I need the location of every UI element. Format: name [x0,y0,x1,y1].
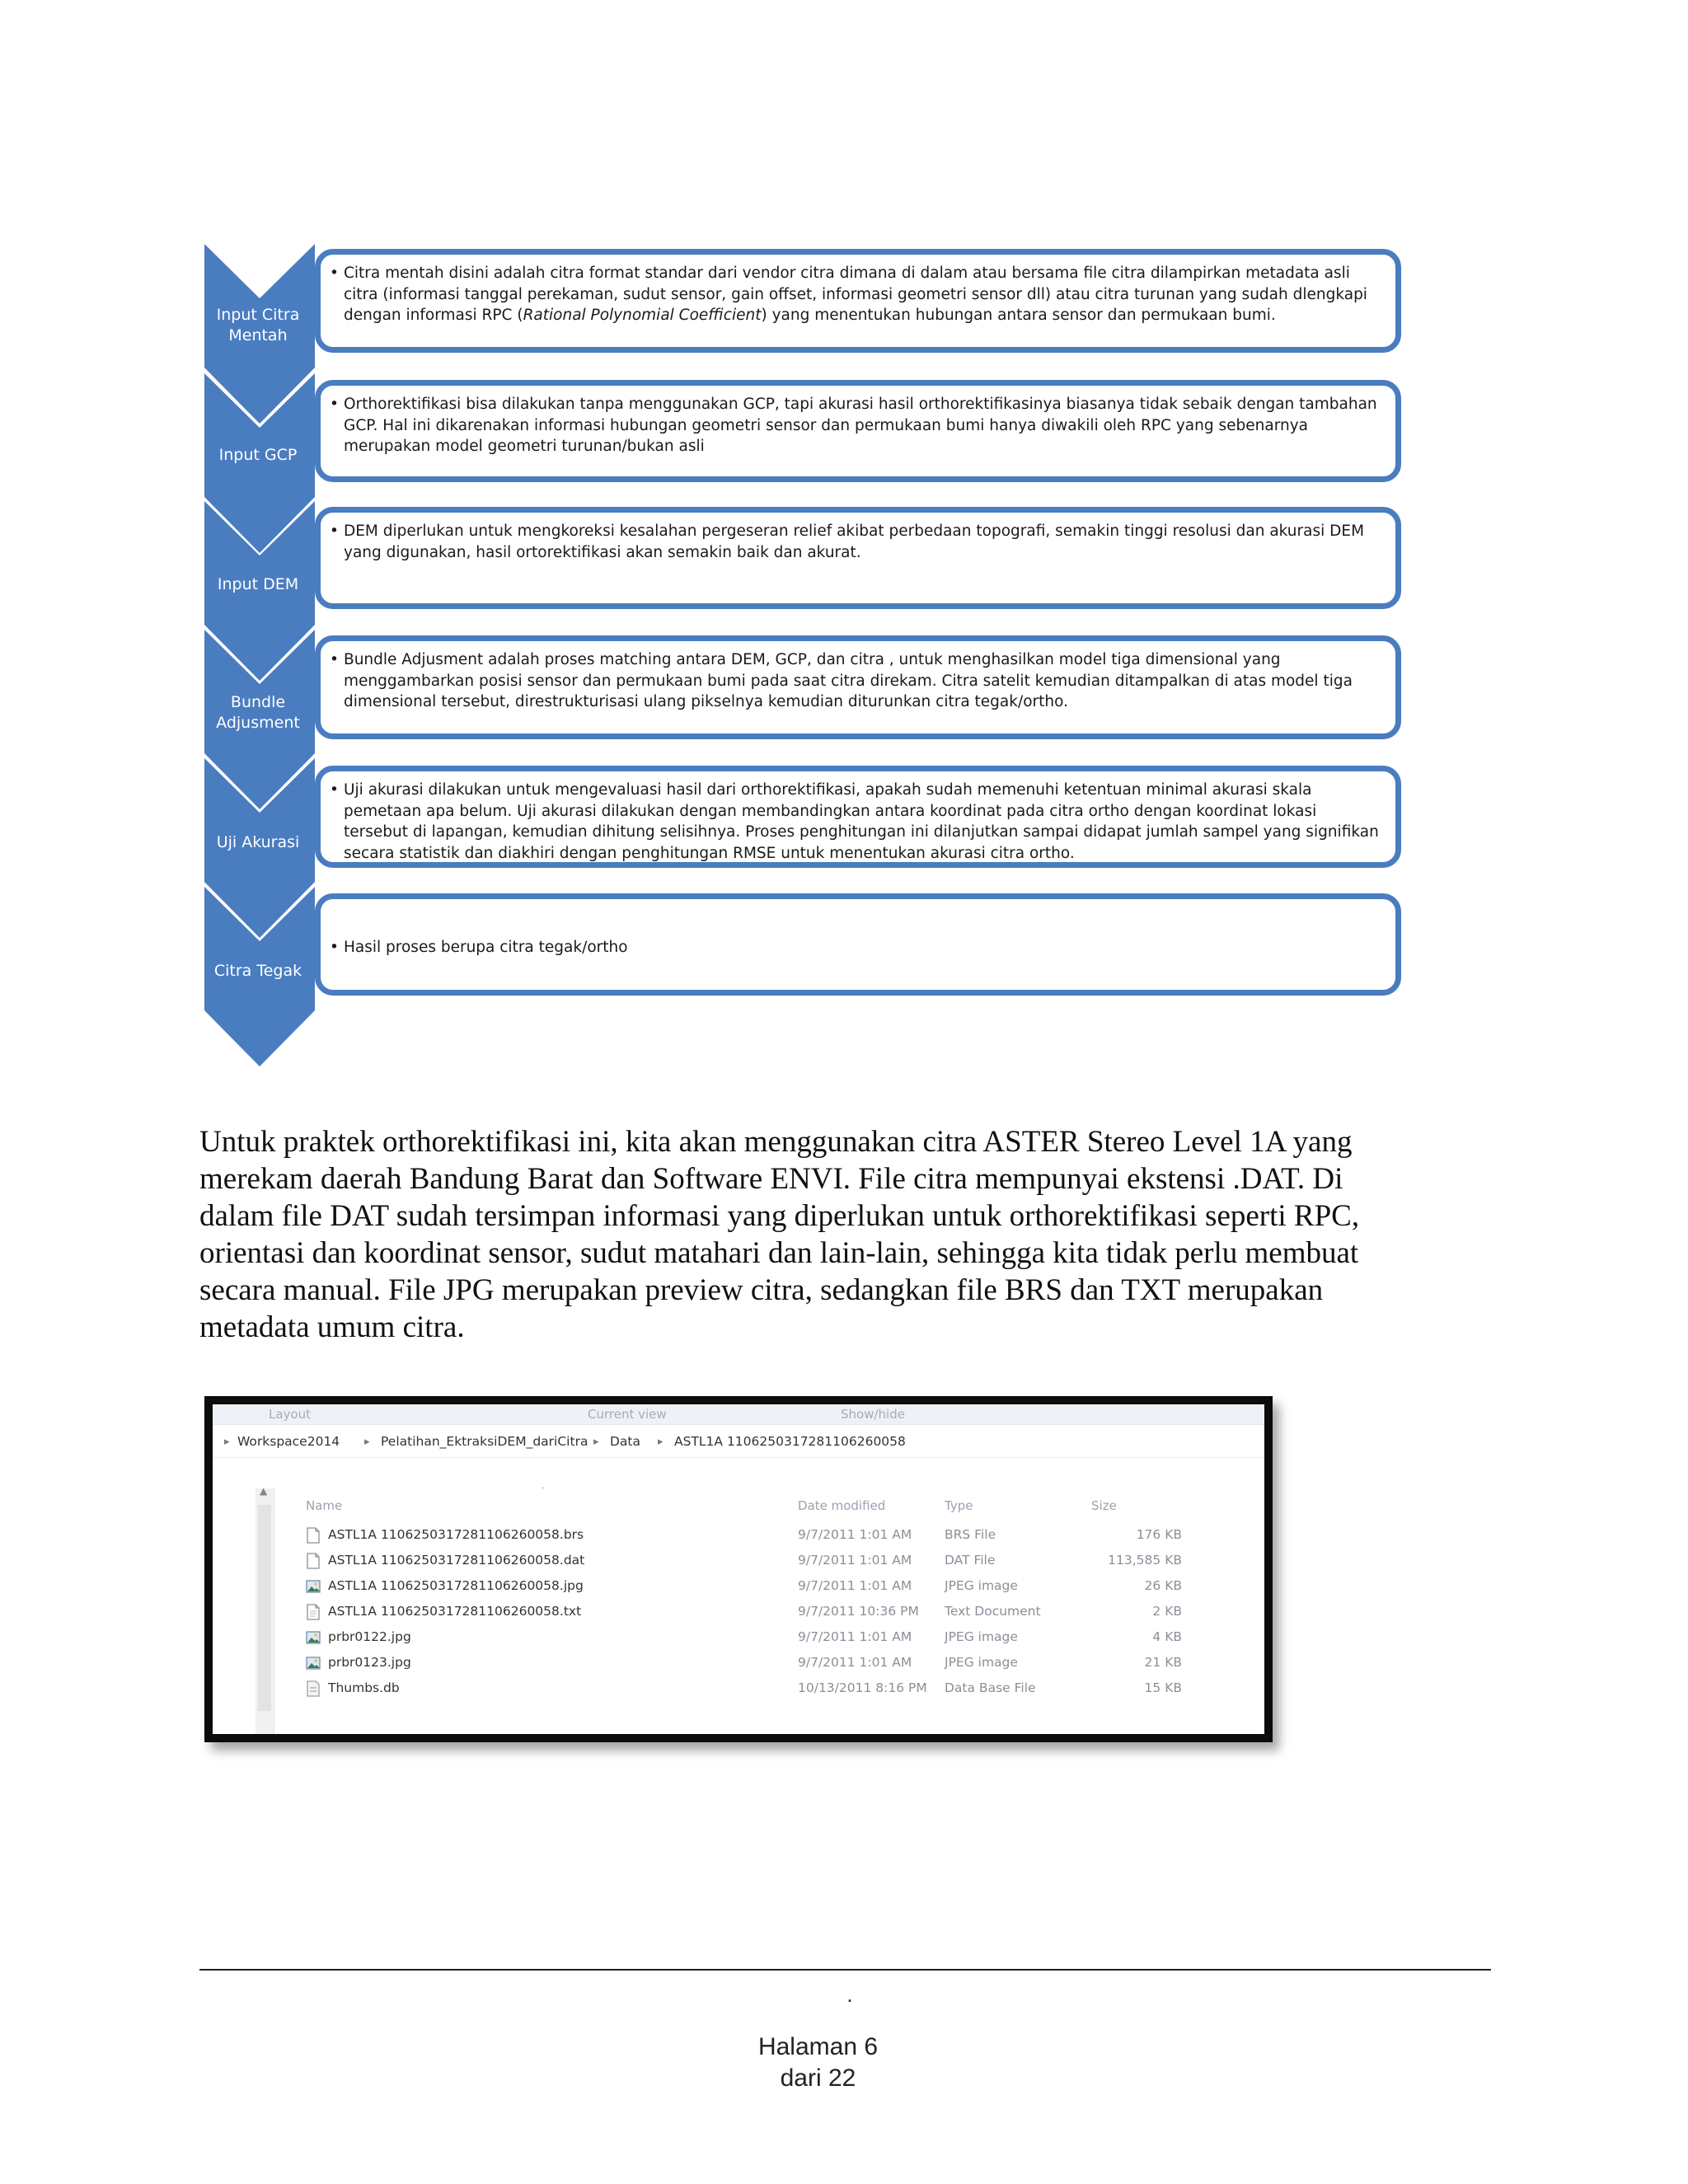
file-row[interactable] [213,1624,1264,1650]
document-icon [306,1553,321,1569]
file-name: prbr0122.jpg [328,1629,411,1644]
address-bar[interactable] [213,1426,1264,1458]
process-flow-diagram [0,0,1688,1088]
file-row[interactable] [213,1522,1264,1548]
file-type: Text Document [945,1604,1041,1619]
file-row[interactable] [213,1599,1264,1624]
file-date: 9/7/2011 1:01 AM [798,1655,912,1670]
file-size: 176 KB [1136,1527,1182,1542]
file-size: 2 KB [1152,1604,1182,1619]
chevron-right-icon: ▸ [364,1436,370,1448]
step-text-citra-tegak: • Hasil proses berupa citra tegak/ortho [327,937,1381,958]
file-date: 9/7/2011 1:01 AM [798,1629,912,1644]
step-box-citra-tegak [315,893,1401,996]
chevron-right-icon: ▸ [224,1436,230,1448]
scroll-up-arrow-icon[interactable]: ▲ [260,1485,268,1497]
database-icon [306,1680,321,1697]
image-icon [306,1578,321,1595]
file-name: ASTL1A 1106250317281106260058.brs [328,1527,584,1542]
page-number [725,2032,911,2094]
file-type: JPEG image [945,1629,1018,1644]
file-type: Data Base File [945,1680,1036,1695]
file-date: 9/7/2011 1:01 AM [798,1578,912,1593]
breadcrumb-pelatihan[interactable]: Pelatihan_EktraksiDEM_dariCitra [381,1434,588,1449]
file-name: prbr0123.jpg [328,1655,411,1670]
ribbon-layout[interactable]: Layout [269,1407,311,1422]
column-header-name[interactable]: Name [306,1498,343,1513]
column-header-date-modified[interactable]: Date modified [798,1498,886,1513]
file-size: 15 KB [1144,1680,1182,1695]
file-name: ASTL1A 1106250317281106260058.dat [328,1553,585,1568]
image-icon [306,1655,321,1671]
step-text-input-gcp: • Orthorektifikasi bisa dilakukan tanpa menggunakan GCP, tapi akurasi hasil orthorektifikasinya biasanya tidak sebaik dengan tambahan GCP. Hal ini dikarenakan informasi hubungan geometri sensor dan permukaan bumi hanya diwakili oleh RPC yang sebenarnya merupakan model geometri turunan/bukan asli [327,394,1381,457]
file-size: 113,585 KB [1108,1553,1182,1568]
document-icon [306,1604,321,1620]
page-number-line2: dari 22 [780,2064,856,2092]
step-label-input-gcp: Input GCP [218,446,298,464]
file-row[interactable] [213,1650,1264,1675]
step-text-input-citra-mentah: • Citra mentah disini adalah citra format standar dari vendor citra dimana di dalam atau bersama file citra dilampirkan metadata asli citra (informasi tanggal perekaman, sudut sensor, gain offset, informasi geometri sensor dll) atau citra turunan yang sudah dlengkapi dengan informasi RPC (Rational Polynomial Coefficient) yang menentukan hubungan antara sensor dan permukaan bumi. [327,263,1381,326]
step-box-uji-akurasi [315,766,1401,868]
step-label-citra-tegak: Citra Tegak [213,962,302,980]
sort-ascending-icon: ˄ [541,1487,545,1496]
step-box-input-dem [315,507,1401,609]
file-row[interactable] [213,1573,1264,1599]
file-date: 9/7/2011 10:36 PM [798,1604,919,1619]
step-box-input-gcp [315,380,1401,482]
document-icon [306,1527,321,1544]
footer-dot: . [846,1982,853,2007]
breadcrumb-workspace[interactable]: Workspace2014 [237,1434,340,1449]
body-paragraph: Untuk praktek orthorektifikasi ini, kita akan menggunakan citra ASTER Stereo Level 1A yang merekam daerah Bandung Barat dan Software ENVI. File citra mempunyai ekstensi .DAT. Di dalam file DAT sudah tersimpan informasi yang diperlukan untuk orthorektifikasi seperti RPC, orientasi dan koordinat sensor, sudut matahari dan lain-lain, sehingga kita tidak perlu membuat secara manual. File JPG merupakan preview citra, sedangkan file BRS dan TXT merupakan metadata umum citra. [199,1125,1360,1344]
ribbon-show-hide[interactable]: Show/hide [841,1407,905,1422]
step-text-input-dem: • DEM diperlukan untuk mengkoreksi kesalahan pergeseran relief akibat perbedaan topografi, semakin tinggi resolusi dan akurasi DEM yang digunakan, hasil ortorektifikasi akan semakin baik dan akurat. [327,521,1381,563]
chevron-right-icon: ▸ [658,1436,663,1448]
file-name: ASTL1A 1106250317281106260058.txt [328,1604,582,1619]
file-size: 26 KB [1144,1578,1182,1593]
step-label-input-dem: Input DEM [217,575,299,593]
explorer-ribbon [213,1404,1264,1425]
file-type: BRS File [945,1527,996,1542]
step-text-uji-akurasi: • Uji akurasi dilakukan untuk mengevaluasi hasil dari orthorektifikasi, apakah sudah memenuhi ketentuan minimal akurasi skala pemetaan apa belum. Uji akurasi dilakukan dengan membandingkan antara koordinat pada citra ortho dengan koordinat lokasi tersebut di lapangan, kemudian dihitung selisihnya. Proses penghitungan ini dilanjutkan sampai didapat jumlah sampel yang signifikan secara statistik dan diakhiri dengan penghitungan RMSE untuk menentukan akurasi citra ortho. [327,780,1381,864]
file-name: ASTL1A 1106250317281106260058.jpg [328,1578,584,1593]
step-label-bundle-adjusment: Bundle Adjusment [216,693,300,732]
file-name: Thumbs.db [328,1680,400,1695]
file-row[interactable] [213,1675,1264,1701]
file-date: 9/7/2011 1:01 AM [798,1527,912,1542]
file-date: 9/7/2011 1:01 AM [798,1553,912,1568]
file-type: JPEG image [945,1655,1018,1670]
image-icon [306,1629,321,1646]
column-header-type[interactable]: Type [945,1498,973,1513]
step-box-input-citra-mentah [315,249,1401,353]
file-type: DAT File [945,1553,996,1568]
ribbon-current-view[interactable]: Current view [588,1407,667,1422]
chevron-right-icon: ▸ [593,1436,599,1448]
page-number-line1: Halaman 6 [757,2033,879,2060]
step-text-bundle-adjusment: • Bundle Adjusment adalah proses matching antara DEM, GCP, dan citra , untuk menghasilkan model tiga dimensional yang menggambarkan posisi sensor dan permukaan bumi pada saat citra direkam. Citra satelit kemudian ditampalkan di atas model tiga dimensional tersebut, direstrukturisasi ulang pikselnya kemudian diturunkan citra tegak/ortho. [327,649,1381,713]
breadcrumb-astl1a[interactable]: ASTL1A 1106250317281106260058 [674,1434,906,1449]
column-header-size[interactable]: Size [1091,1498,1117,1513]
file-row[interactable] [213,1548,1264,1573]
file-type: JPEG image [945,1578,1018,1593]
step-label-uji-akurasi: Uji Akurasi [216,833,300,851]
breadcrumb-data[interactable]: Data [610,1434,641,1449]
file-date: 10/13/2011 8:16 PM [798,1680,927,1695]
file-explorer-screenshot [204,1396,1273,1742]
step-label-input-citra-mentah: Input Citra Mentah [216,306,300,344]
step-box-bundle-adjusment [315,635,1401,739]
file-size: 4 KB [1152,1629,1182,1644]
footer-divider [199,1969,1491,1971]
file-size: 21 KB [1144,1655,1182,1670]
